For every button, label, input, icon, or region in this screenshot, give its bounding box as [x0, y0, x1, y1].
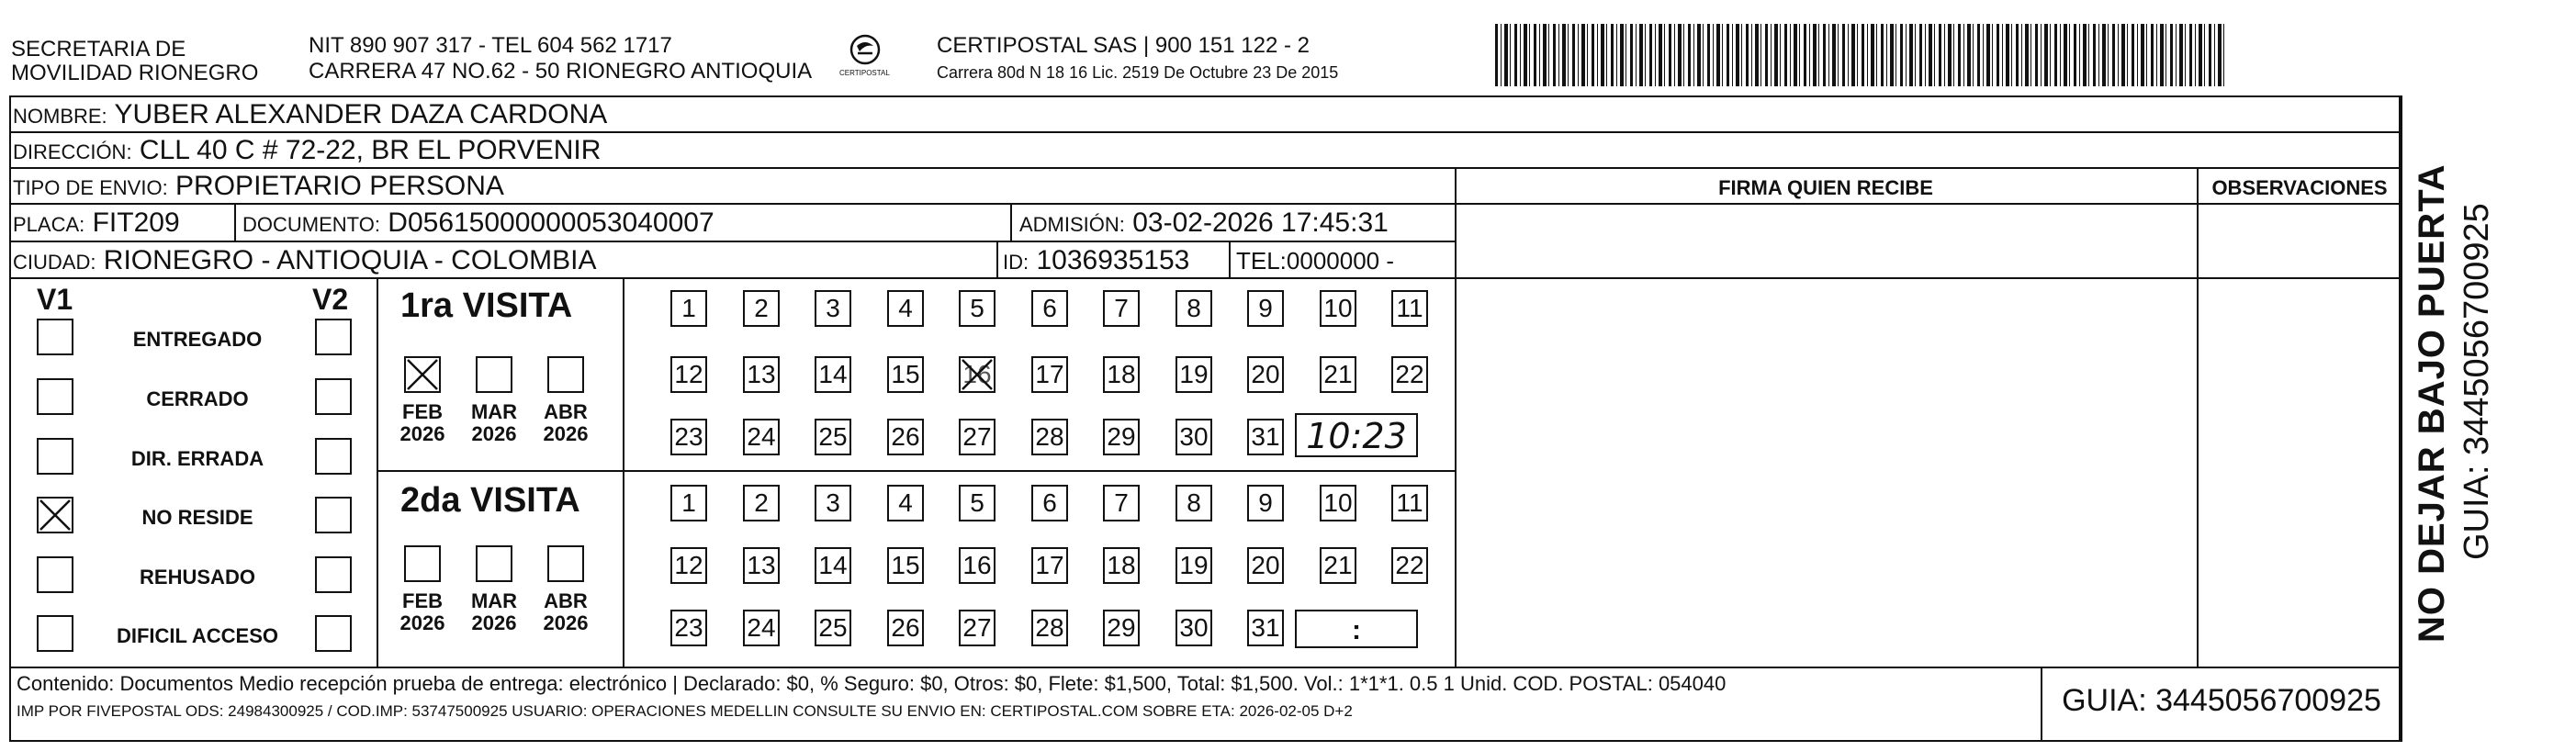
status-label: CERRADO: [146, 387, 249, 410]
tel-field: [1236, 249, 1394, 273]
month-label: FEB: [402, 589, 443, 612]
v2-checkbox[interactable]: [315, 438, 352, 475]
year-label: 2026: [543, 422, 589, 445]
visits-divider: [377, 470, 1456, 472]
day-box[interactable]: 3: [815, 485, 851, 521]
day-box[interactable]: 21: [1320, 547, 1356, 584]
status-divider: [377, 277, 378, 667]
day-box[interactable]: 2: [743, 290, 780, 327]
month-label: MAR: [470, 400, 518, 423]
row-line-1: [9, 131, 2401, 133]
day-box[interactable]: 17: [1031, 356, 1068, 393]
day-box[interactable]: 18: [1103, 547, 1140, 584]
visit1-title: 1ra VISITA: [400, 286, 573, 325]
status-label: NO RESIDE: [141, 506, 253, 529]
day-box[interactable]: 11: [1391, 290, 1428, 327]
ciudad-value: RIONEGRO - ANTIOQUIA - COLOMBIA: [103, 245, 597, 275]
day-box[interactable]: 27: [959, 419, 996, 455]
v1-checkbox[interactable]: [37, 319, 73, 355]
direccion-value: CLL 40 C # 72-22, BR EL PORVENIR: [139, 135, 602, 165]
months-divider: [623, 277, 624, 667]
day-box[interactable]: 29: [1103, 419, 1140, 455]
status-label: DIR. ERRADA: [130, 447, 264, 470]
month-checkbox[interactable]: [404, 356, 441, 393]
month-label: FEB: [402, 400, 443, 423]
v1-checkbox[interactable]: [37, 378, 73, 415]
status-label: DIFICIL ACCESO: [116, 624, 278, 647]
v2-checkbox[interactable]: [315, 378, 352, 415]
placa-value: FIT209: [92, 207, 180, 238]
day-box[interactable]: 18: [1103, 356, 1140, 393]
signature-area[interactable]: [1457, 205, 2197, 665]
barcode: [1495, 24, 2226, 86]
day-box[interactable]: 22: [1391, 547, 1428, 584]
issuer-line-1: SECRETARIA DE: [11, 37, 186, 62]
documento-value: D05615000000053040007: [388, 207, 714, 238]
day-box[interactable]: 30: [1176, 419, 1212, 455]
day-box[interactable]: 26: [887, 419, 924, 455]
day-box[interactable]: 13: [743, 356, 780, 393]
day-box[interactable]: 8: [1176, 485, 1212, 521]
side-warning: NO DEJAR BAJO PUERTA: [2412, 163, 2452, 643]
direccion-field: [13, 137, 601, 164]
day-box[interactable]: 30: [1176, 610, 1212, 646]
id-label: ID:: [1003, 251, 1029, 274]
month-check-mark-icon: [404, 356, 441, 393]
visit2-time: :: [1352, 615, 1361, 645]
day-box[interactable]: 29: [1103, 610, 1140, 646]
day-box[interactable]: 6: [1031, 485, 1068, 521]
day-box[interactable]: 1: [670, 485, 707, 521]
placa-field: [13, 209, 180, 237]
issuer-line-2: MOVILIDAD RIONEGRO: [11, 61, 259, 85]
day-box[interactable]: 7: [1103, 290, 1140, 327]
side-divider: [2401, 95, 2402, 742]
day-box[interactable]: 27: [959, 610, 996, 646]
nit-line: NIT 890 907 317 - TEL 604 562 1717: [309, 33, 672, 58]
side-guia: GUIA: 3445056700925: [2458, 203, 2496, 560]
day-box[interactable]: 17: [1031, 547, 1068, 584]
day-box[interactable]: 1: [670, 290, 707, 327]
day-box[interactable]: 12: [670, 547, 707, 584]
year-label: 2026: [399, 611, 445, 634]
day-check-mark-icon: [959, 356, 996, 393]
day-box[interactable]: 31: [1247, 419, 1284, 455]
month-checkbox[interactable]: [476, 356, 512, 393]
day-box[interactable]: 19: [1176, 356, 1212, 393]
observaciones-header: OBSERVACIONES: [2211, 176, 2388, 199]
day-box[interactable]: 6: [1031, 290, 1068, 327]
tel-value: 0000000 -: [1286, 247, 1395, 275]
year-label: 2026: [471, 422, 517, 445]
day-box[interactable]: 12: [670, 356, 707, 393]
footer-line-2: IMP POR FIVEPOSTAL ODS: 24984300925 / COD.IMP: 53747500925 USUARIO: OPERACIONES MEDELLIN CONSULTE SU ENVIO EN: CERTIPOSTAL.COM SOBRE ETA: 2026-02-05 D+2: [17, 702, 1353, 720]
tipo-envio-value: PROPIETARIO PERSONA: [175, 171, 504, 201]
day-box[interactable]: 10: [1320, 485, 1356, 521]
row-line-2: [9, 167, 2401, 169]
day-box[interactable]: 10: [1320, 290, 1356, 327]
year-label: 2026: [543, 611, 589, 634]
v1-checkbox[interactable]: [37, 438, 73, 475]
certipostal-logo: [838, 33, 893, 81]
day-box[interactable]: 14: [815, 547, 851, 584]
ciudad-field: [13, 247, 597, 275]
placa-divider: [234, 203, 236, 241]
month-checkbox[interactable]: [476, 545, 512, 582]
day-box[interactable]: 23: [670, 610, 707, 646]
nombre-field: [13, 101, 607, 129]
license-line: Carrera 80d N 18 16 Lic. 2519 De Octubre 23 De 2015: [937, 63, 1339, 82]
admision-value: 03-02-2026 17:45:31: [1132, 207, 1389, 238]
direccion-label: DIRECCIÓN:: [13, 140, 132, 163]
id-value: 1036935153: [1036, 245, 1190, 275]
day-box[interactable]: 2: [743, 485, 780, 521]
day-box[interactable]: 19: [1176, 547, 1212, 584]
month-checkbox[interactable]: [547, 545, 584, 582]
day-box[interactable]: 4: [887, 290, 924, 327]
documento-field: [242, 209, 714, 237]
day-box[interactable]: 24: [743, 419, 780, 455]
visit1-time: 10:23: [1306, 416, 1407, 456]
footer-guia: GUIA: 3445056700925: [2062, 683, 2381, 718]
day-box[interactable]: 5: [959, 485, 996, 521]
logo-caption: CERTIPOSTAL: [839, 69, 890, 77]
day-box[interactable]: 4: [887, 485, 924, 521]
address-line: CARRERA 47 NO.62 - 50 RIONEGRO ANTIOQUIA: [309, 59, 813, 84]
v2-checkbox[interactable]: [315, 497, 352, 533]
footer-line-1: Contenido: Documentos Medio recepción prueba de entrega: electrónico | Declarado: $0, % Seguro: $0, Otros: $0, Flete: $1,500, Total: $1,500. Vol.: 1*1*1. 0.5 1 Unid. COD. POSTAL: 054040: [17, 672, 1727, 695]
v2-checkbox[interactable]: [315, 556, 352, 593]
id-field: [1003, 247, 1189, 275]
id-divider: [996, 241, 998, 277]
observaciones-area[interactable]: [2199, 205, 2399, 665]
day-box[interactable]: 5: [959, 290, 996, 327]
v2-checkbox[interactable]: [315, 319, 352, 355]
day-box[interactable]: 9: [1247, 290, 1284, 327]
day-box[interactable]: 25: [815, 419, 851, 455]
day-box[interactable]: 14: [815, 356, 851, 393]
day-box[interactable]: 16: [959, 356, 996, 393]
day-box[interactable]: 9: [1247, 485, 1284, 521]
day-box[interactable]: 16: [959, 547, 996, 584]
company-line: CERTIPOSTAL SAS | 900 151 122 - 2: [937, 33, 1310, 58]
ciudad-label: CIUDAD:: [13, 251, 96, 274]
visit2-title: 2da VISITA: [400, 481, 580, 520]
documento-label: DOCUMENTO:: [242, 213, 380, 236]
month-checkbox[interactable]: [404, 545, 441, 582]
visit1-time-box[interactable]: [1295, 413, 1418, 457]
day-box[interactable]: 28: [1031, 419, 1068, 455]
day-box[interactable]: 8: [1176, 290, 1212, 327]
day-box[interactable]: 15: [887, 356, 924, 393]
tipo-envio-field: [13, 173, 504, 200]
month-label: ABR: [544, 589, 588, 612]
status-label: REHUSADO: [140, 566, 255, 588]
tel-label: TEL:: [1236, 247, 1287, 275]
day-box[interactable]: 22: [1391, 356, 1428, 393]
admision-label: ADMISIÓN:: [1019, 213, 1125, 236]
v2-checkbox[interactable]: [315, 615, 352, 652]
day-box[interactable]: 20: [1247, 547, 1284, 584]
day-box[interactable]: 23: [670, 419, 707, 455]
day-box[interactable]: 15: [887, 547, 924, 584]
v2-label: V2: [312, 283, 349, 316]
v1-checkbox[interactable]: [37, 497, 73, 533]
month-label: ABR: [544, 400, 588, 423]
tel-divider: [1229, 241, 1231, 277]
day-box[interactable]: 25: [815, 610, 851, 646]
day-box[interactable]: 11: [1391, 485, 1428, 521]
v1-label: V1: [37, 283, 73, 316]
nombre-label: NOMBRE:: [13, 105, 107, 128]
year-label: 2026: [471, 611, 517, 634]
tipo-envio-label: TIPO DE ENVIO:: [13, 176, 168, 199]
admision-divider: [1010, 203, 1012, 241]
v1-checkbox[interactable]: [37, 615, 73, 652]
placa-label: PLACA:: [13, 213, 85, 236]
year-label: 2026: [399, 422, 445, 445]
day-box[interactable]: 7: [1103, 485, 1140, 521]
v1-check-mark-icon: [37, 497, 73, 533]
day-box[interactable]: 24: [743, 610, 780, 646]
month-label: MAR: [470, 589, 518, 612]
day-box[interactable]: 28: [1031, 610, 1068, 646]
v1-checkbox[interactable]: [37, 556, 73, 593]
firma-header: FIRMA QUIEN RECIBE: [1718, 176, 1933, 199]
day-box[interactable]: 3: [815, 290, 851, 327]
day-box[interactable]: 13: [743, 547, 780, 584]
month-checkbox[interactable]: [547, 356, 584, 393]
admision-field: [1019, 209, 1389, 237]
nombre-value: YUBER ALEXANDER DAZA CARDONA: [114, 99, 608, 129]
day-box[interactable]: 21: [1320, 356, 1356, 393]
day-box[interactable]: 20: [1247, 356, 1284, 393]
day-box[interactable]: 31: [1247, 610, 1284, 646]
row-line-4: [9, 241, 1456, 242]
visit2-time-box[interactable]: [1295, 610, 1418, 648]
status-label: ENTREGADO: [132, 328, 263, 351]
day-box[interactable]: 26: [887, 610, 924, 646]
